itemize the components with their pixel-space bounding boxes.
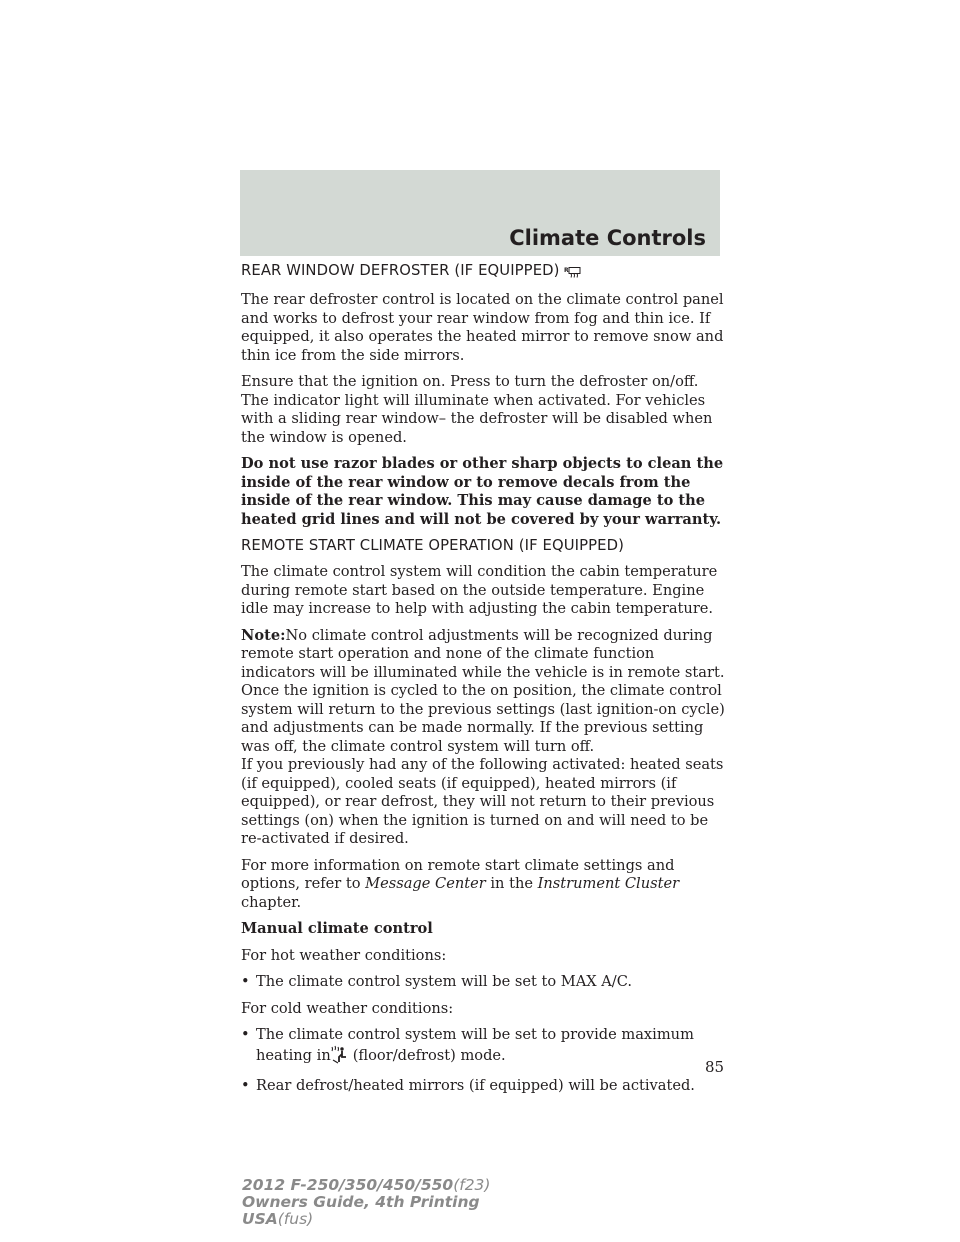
page-content bbox=[241, 262, 727, 1104]
rear-defroster-heading-text: REAR WINDOW DEFROSTER (IF EQUIPPED) bbox=[241, 262, 560, 279]
remote-start-note bbox=[241, 627, 727, 757]
rear-defrost-icon bbox=[564, 265, 581, 283]
ref-mid: in the bbox=[490, 875, 533, 892]
cold-bullet-1-post: (floor/defrost) mode. bbox=[352, 1046, 506, 1064]
floor-defrost-icon bbox=[331, 1045, 347, 1070]
cold-weather-label: For cold weather conditions: bbox=[241, 999, 454, 1017]
footer-model-code: (f23) bbox=[453, 1176, 491, 1194]
page-number: 85 bbox=[705, 1058, 725, 1076]
remote-start-paragraph-1: The climate control system will condition the cabin temperature during remote start based on the outside temperature. Engine idle may increase to help with adjusting the cabin temperature. bbox=[241, 563, 718, 617]
message-center-link[interactable]: Message Center bbox=[365, 875, 486, 892]
rear-defrost-icon-label: R bbox=[563, 267, 569, 274]
note-label: Note: bbox=[241, 626, 286, 644]
bullet-dot: • bbox=[241, 1026, 250, 1043]
chapter-header-bar bbox=[240, 170, 720, 256]
footer-market: USA bbox=[242, 1210, 278, 1228]
instrument-cluster-link[interactable]: Instrument Cluster bbox=[537, 875, 680, 892]
manual-climate-heading: Manual climate control bbox=[241, 920, 433, 937]
rear-defroster-paragraph-1: The rear defroster control is located on the climate control panel and works to defrost your rear window from fog and thin ice. If equipped, it also operates the heated mirror to remove snow and thin ice from the side mirrors. bbox=[241, 291, 724, 364]
footer-line-1 bbox=[242, 1177, 490, 1194]
footer-line-2: Owners Guide, 4th Printing bbox=[242, 1193, 480, 1211]
hot-weather-bullet-text: The climate control system will be set to MAX A/C. bbox=[256, 973, 633, 990]
remote-start-paragraph-2: If you previously had any of the following activated: heated seats (if equipped), cooled seats (if equipped), heated mirrors (if equipped), or rear defrost, they will not return to their previous settings (on) when the ignition is turned on and will need to be re-activated if desired. bbox=[241, 756, 724, 847]
ref-post: chapter. bbox=[241, 893, 302, 911]
remote-start-heading: REMOTE START CLIMATE OPERATION (IF EQUIPPED) bbox=[241, 537, 624, 554]
footer-market-code: (fus) bbox=[277, 1210, 314, 1228]
remote-start-reference bbox=[241, 857, 727, 913]
footer bbox=[242, 1177, 490, 1228]
rear-defroster-warning: Do not use razor blades or other sharp objects to clean the inside of the rear window or to remove decals from the inside of the rear window. This may cause damage to the heated grid lines and will not be covered by your warranty. bbox=[241, 455, 724, 528]
chapter-title: Climate Controls bbox=[509, 226, 706, 250]
hot-weather-label: For hot weather conditions: bbox=[241, 946, 447, 964]
footer-model: 2012 F-250/350/450/550 bbox=[242, 1176, 454, 1194]
cold-weather-bullet-2-text: Rear defrost/heated mirrors (if equipped) will be activated. bbox=[256, 1077, 695, 1094]
cold-weather-bullet-1 bbox=[241, 1026, 727, 1069]
note-text: No climate control adjustments will be recognized during remote start operation and none of the climate function indicators will be illuminated while the vehicle is in remote start. Once the ignition is cycled to the on position, the climate control system will return to the previous settings (last ignition-on cycle) and adjustments can be made normally. If the previous setting was off, the climate control system will turn off. bbox=[241, 626, 725, 755]
bullet-dot: • bbox=[241, 1077, 250, 1094]
hot-weather-bullet bbox=[241, 973, 727, 992]
rear-defroster-heading bbox=[241, 262, 727, 283]
rear-defroster-paragraph-2: Ensure that the ignition on. Press to turn the defroster on/off. The indicator light will illuminate when activated. For vehicles with a sliding rear window– the defroster will be disabled when the window is opened. bbox=[241, 373, 713, 446]
bullet-dot: • bbox=[241, 973, 250, 990]
ref-pre: For more information on remote start climate settings and options, refer to bbox=[241, 856, 675, 892]
cold-bullet-1-pre: The climate control system will be set to provide maximum heating in bbox=[256, 1026, 694, 1064]
footer-line-3 bbox=[242, 1211, 490, 1228]
cold-weather-bullet-2 bbox=[241, 1077, 727, 1096]
